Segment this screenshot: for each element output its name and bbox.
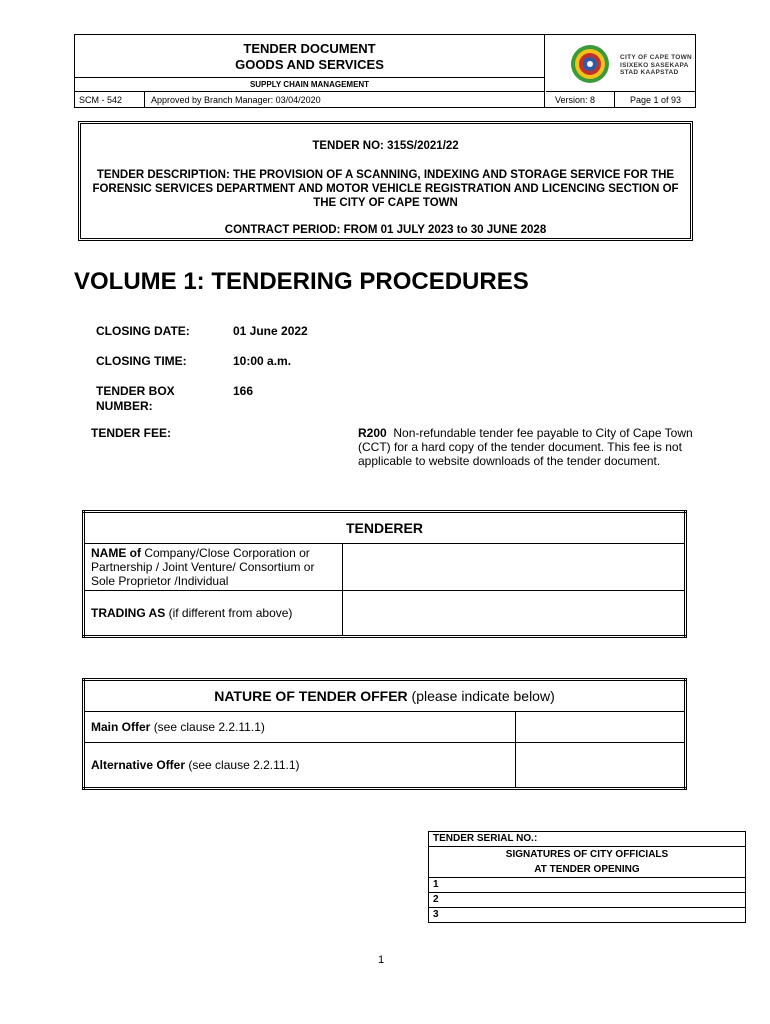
- serial-label: TENDER SERIAL NO.:: [429, 832, 746, 847]
- doc-code: SCM - 542: [75, 92, 145, 108]
- page-number: 1: [378, 954, 385, 966]
- header-title: [75, 35, 545, 78]
- volume-title: VOLUME 1: TENDERING PROCEDURES: [74, 268, 529, 295]
- header-subtitle: SUPPLY CHAIN MANAGEMENT: [75, 78, 545, 92]
- page-indicator: Page 1 of 93: [629, 95, 682, 105]
- offer-heading: NATURE OF TENDER OFFER (please indicate below): [84, 680, 686, 712]
- offer-table: [82, 678, 687, 790]
- signature-row[interactable]: 1: [429, 878, 746, 893]
- fee-text: Non-refundable tender fee payable to City of Cape Town (CCT) for a hard copy of the tender document. This fee is not applicable to website downloads of the tender document.: [358, 426, 693, 468]
- header-title-line2: GOODS AND SERVICES: [235, 57, 384, 72]
- tender-box-label: TENDER BOX NUMBER:: [96, 384, 175, 413]
- trading-as-field[interactable]: [343, 591, 686, 637]
- company-name-label: NAME of Company/Close Corporation or Partnership / Joint Venture/ Consortium or Sole Proprietor /Individual: [84, 544, 343, 591]
- tender-description: TENDER DESCRIPTION: THE PROVISION OF A SCANNING, INDEXING AND STORAGE SERVICE FOR THE FORENSIC SERVICES DEPARTMENT AND MOTOR VEHICLE REGISTRATION AND LICENCING SECTION OF THE CITY OF CAPE TOWN: [92, 169, 679, 209]
- city-logo: [546, 35, 696, 92]
- main-offer-label: Main Offer (see clause 2.2.11.1): [84, 712, 516, 743]
- approval-note: Approved by Branch Manager: 03/04/2020: [145, 92, 545, 108]
- closing-time-label: CLOSING TIME:: [96, 354, 187, 368]
- document-header: [74, 34, 696, 108]
- tender-number: TENDER NO: 315S/2021/22: [312, 140, 459, 152]
- tender-fee-label: TENDER FEE:: [91, 426, 172, 440]
- tender-box-number: 166: [233, 384, 254, 398]
- logo-text: CITY OF CAPE TOWN ISIXEKO SASEKAPA STAD KAAPSTAD: [620, 54, 693, 76]
- tender-info-box: [78, 121, 693, 241]
- tender-fee-description: [358, 426, 693, 468]
- serial-table: [428, 831, 746, 923]
- signature-row[interactable]: 3: [429, 908, 746, 923]
- alternative-offer-field[interactable]: [516, 743, 686, 789]
- header-title-line1: TENDER DOCUMENT: [243, 41, 376, 56]
- closing-time-value: 10:00 a.m.: [233, 354, 292, 368]
- closing-date-label: CLOSING DATE:: [96, 324, 190, 338]
- tenderer-heading: TENDERER: [84, 512, 686, 544]
- trading-as-label: TRADING AS (if different from above): [84, 591, 343, 637]
- main-offer-field[interactable]: [516, 712, 686, 743]
- alternative-offer-label: Alternative Offer (see clause 2.2.11.1): [84, 743, 516, 789]
- signatures-heading: SIGNATURES OF CITY OFFICIALS AT TENDER OPENING: [429, 847, 746, 878]
- version-label: Version: 8: [545, 92, 615, 108]
- contract-period: CONTRACT PERIOD: FROM 01 JULY 2023 to 30 JUNE 2028: [224, 224, 547, 236]
- closing-date-value: 01 June 2022: [233, 324, 308, 338]
- signature-row[interactable]: 2: [429, 893, 746, 908]
- fee-amount: R200: [358, 426, 387, 440]
- city-seal-icon: [556, 36, 626, 92]
- tenderer-table: [82, 510, 687, 638]
- company-name-field[interactable]: [343, 544, 686, 591]
